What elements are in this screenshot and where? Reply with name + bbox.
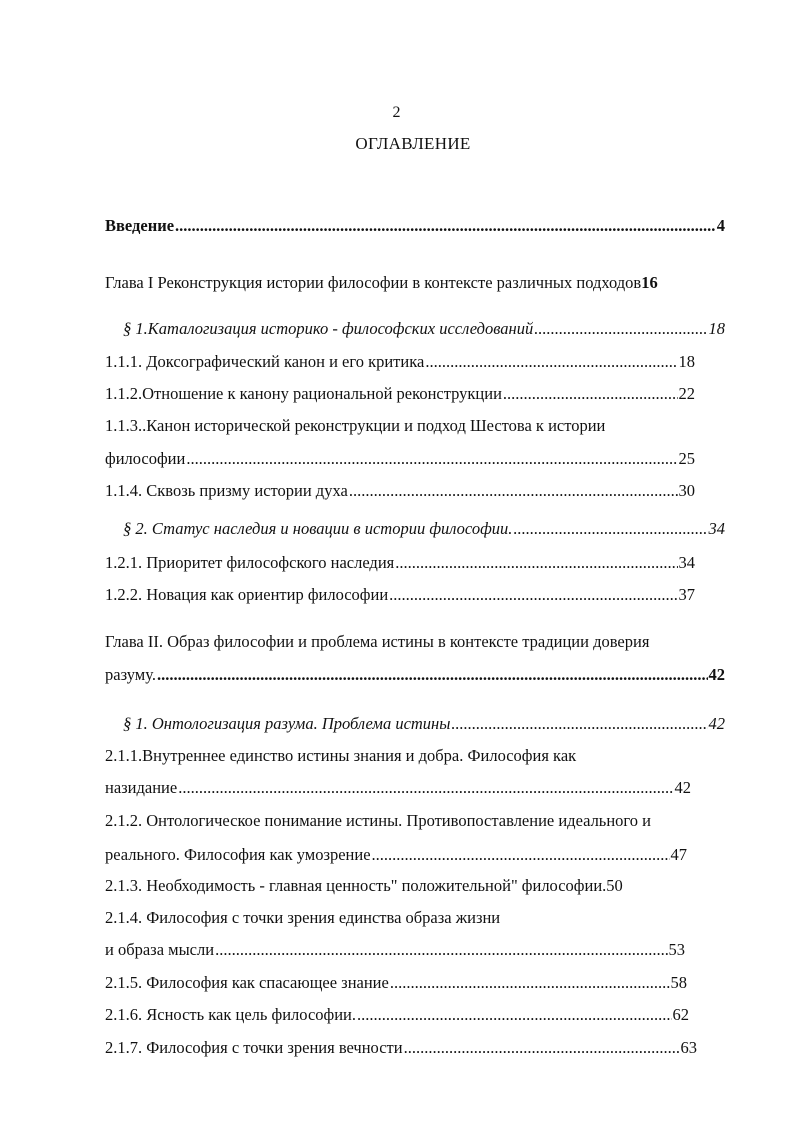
toc-entry-2-1-3: 2.1.3. Необходимость - главная ценность" положительной" философии.50	[105, 876, 623, 895]
toc-entry-1-1-1: 1.1.1. Доксографический канон и его критика ..... 18	[105, 352, 695, 372]
toc-entry-2-1-6: 2.1.6. Ясность как цель философии. ..... 62	[105, 1005, 689, 1025]
toc-entry-2-1-2: 2.1.2. Онтологическое понимание истины. Противопоставление идеального и	[105, 811, 651, 830]
toc-entry-2-1-4: 2.1.4. Философия с точки зрения единства образа жизни	[105, 908, 501, 927]
toc-entry-2-1-1-cont: назидание ..... 42	[105, 778, 691, 798]
toc-entry-2-1-7: 2.1.7. Философия с точки зрения вечности ..... 63	[105, 1038, 697, 1058]
toc-entry-chapter-2-cont: разуму. ..... 42	[105, 665, 725, 685]
toc-entry-1-1-2: 1.1.2.Отношение к канону рациональной реконструкции ..... 22	[105, 384, 695, 404]
toc-entry-1-2-2: 1.2.2. Новация как ориентир философии ..... 37	[105, 585, 695, 605]
toc-title: ОГЛАВЛЕНИЕ	[355, 134, 471, 153]
toc-entry-2-1-4-cont: и образа мысли ..... 53	[105, 940, 685, 960]
toc-entry-chapter-1: Глава I Реконструкция истории философии в контексте различных подходов 16	[105, 273, 658, 292]
page-number: 2	[392, 104, 401, 121]
toc-entry-introduction: Введение ..... 4	[105, 216, 725, 236]
toc-entry-section-1-2: § 2. Статус наследия и новации в истории философии. ..... 34	[123, 519, 725, 539]
toc-entry-1-1-3-cont: философии ..... 25	[105, 449, 695, 469]
toc-entry-chapter-2: Глава II. Образ философии и проблема истины в контексте традиции доверия	[105, 632, 650, 651]
toc-entry-1-1-4: 1.1.4. Сквозь призму истории духа ..... 30	[105, 481, 695, 501]
toc-entry-1-1-3: 1.1.3..Канон исторической реконструкции и подход Шестова к истории	[105, 416, 606, 435]
toc-entry-1-2-1: 1.2.1. Приоритет философского наследия ..... 34	[105, 553, 695, 573]
toc-entry-section-2-1: § 1. Онтологизация разума. Проблема истины ..... 42	[123, 714, 725, 734]
toc-entry-2-1-1: 2.1.1.Внутреннее единство истины знания и добра. Философия как	[105, 746, 577, 765]
toc-entry-2-1-5: 2.1.5. Философия как спасающее знание ..... 58	[105, 973, 687, 993]
toc-entry-section-1-1: § 1.Каталогизация историко - философских исследований ..... 18	[123, 319, 725, 339]
toc-entry-2-1-2-cont: реального. Философия как умозрение ..... 47	[105, 845, 687, 865]
